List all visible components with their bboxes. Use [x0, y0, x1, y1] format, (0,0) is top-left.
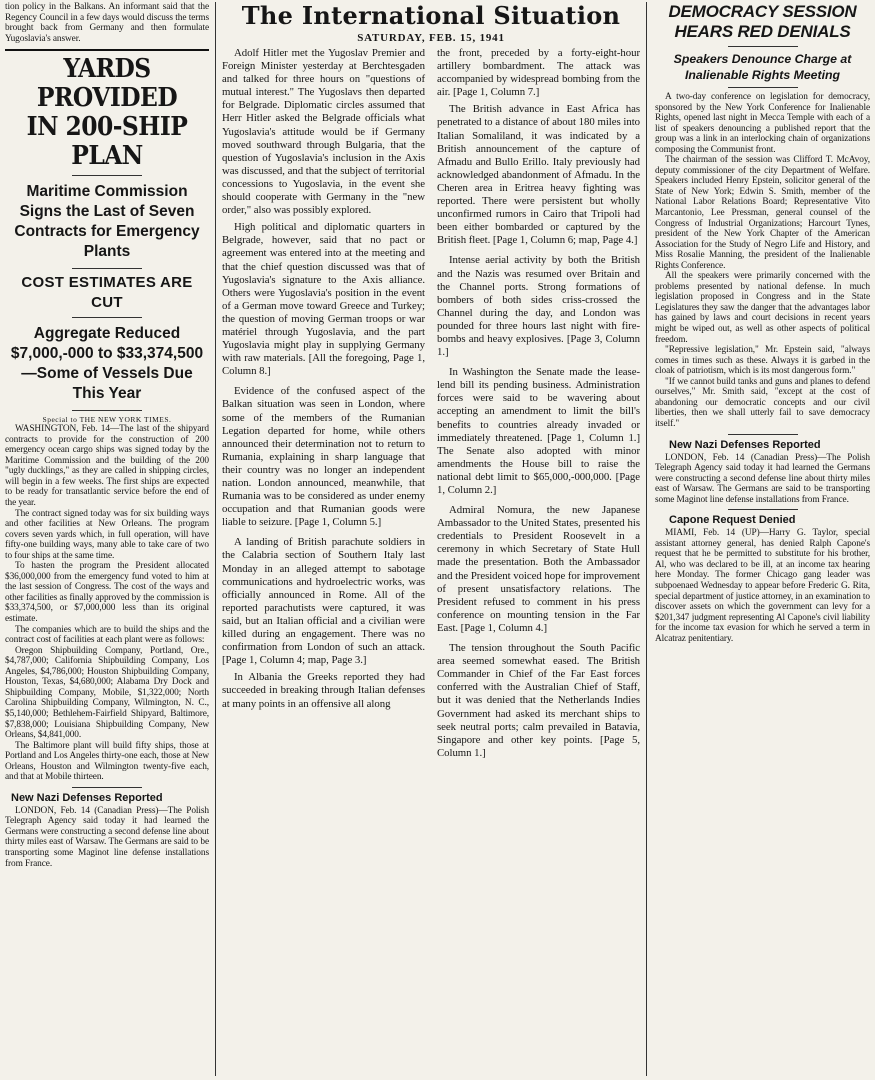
divider [728, 509, 798, 510]
divider [72, 175, 142, 176]
right-column [647, 2, 872, 1076]
divider [72, 317, 142, 318]
summary-paragraph: Evidence of the confused aspect of the Balkan situation was seen in London, where some of the members of the Rumanian Legation departed for home, while others announced their determination not to return to Rumania, explaining in sharp language that their country was no longer an independent nation. London announced, meanwhile, that Rumania was to be considered as under enemy occupation and that Rumanian goods were liable to seizure. [Page 1, Column 5.] [222, 385, 425, 529]
article-paragraph: "Repressive legislation," Mr. Epstein said, "always comes in times such as these. Always it is garbed in the cloak of patriotism, which is its most dangerous form." [655, 345, 870, 377]
article-paragraph: The chairman of the session was Clifford T. McAvoy, deputy commissioner of the city Department of Welfare. Speakers included Henry Epstein, solicitor general of the State of New York; Edwin S. Smith, member of the National Labor Relations Board; Representative Vito Marcantonio, Lee Pressman, general counsel of the Congress of Industrial Organizations; Harcourt Tynes, president of the New York Chapter of the American Association for the Study of Negro Life and History, and Miss Rosalie Manning, the president of the Inalienable Rights Conference. [655, 155, 870, 271]
yards-deck: Maritime Commission Signs the Last of Seven Contracts for Emergency Plants [14, 183, 200, 261]
divider [728, 46, 798, 47]
democracy-headline-line2: HEARS RED DENIALS [674, 22, 851, 41]
summary-paragraph: High political and diplomatic quarters in Belgrade, however, said that no pact or agreement was entered into at the meeting and that the chief question discussed was that of Yugoslavia's signature to the Axis alliance. Others were Yugoslavia's position in the event of a German move toward Greece and Turkey; the question of moving German troops or war matériel through Yugoslavia, and the part Yugoslavia might play in supplying Germany with raw materials. [All the foregoing, Page 1, Column 8.] [222, 221, 425, 378]
divider [728, 87, 798, 88]
summary-paragraph: Adolf Hitler met the Yugoslav Premier and Foreign Minister yesterday at Berchtesgaden and talked for three hours on "questions of mutual interest." The Yugoslavs then departed for Belgrade. Diplomatic circles assumed that Herr Hitler asked the Belgrade officials what Yugoslavia's attitude would be if Germany moved southward through Bulgaria, that the question of Yugoslavia's inclusion in the Axis was discussed, and that the subject of territorial concessions to Yugoslavia, in the event she should cooperate with Germany in the "new order," also was possibly explored. [222, 47, 425, 217]
yards-headline [15, 55, 199, 171]
article-paragraph: All the speakers were primarily concerned with the problems presented by national defense. In much legislation proposed in Congress and in the State Legislatures they saw the danger that the advantages labor has gained by laws and court decisions in recent years might be wiped out, as well as other aspects of political freedom. [655, 271, 870, 345]
dateline: SATURDAY, FEB. 15, 1941 [357, 32, 505, 44]
nazi-defenses-text: LONDON, Feb. 14 (Canadian Press)—The Polish Telegraph Agency said today it had learned the Germans were constructing a second defense line about thirty miles east of Warsaw. The Germans are said to be transporting some Maginot line defense installations from France. [655, 452, 870, 505]
divider [728, 434, 798, 435]
nazi-defenses-subhead: New Nazi Defenses Reported [11, 791, 163, 804]
aggregate-deck: Aggregate Reduced $7,000,-000 to $33,374,500—Some of Vessels Due This Year [10, 325, 204, 403]
middle-column [216, 2, 646, 1076]
cost-estimates-subhead: COST ESTIMATES ARE CUT [21, 274, 193, 312]
article-paragraph: To hasten the program the President allocated $36,000,000 from the emergency fund voted to him at the last session of Congress. The cost of the ways and other facilities as finally approved by the commission is $33,374,500, or $7,000,000 less than its original estimate. [5, 561, 209, 625]
summary-paragraph: The British advance in East Africa has penetrated to a distance of about 180 miles into Italian Somaliland, it was indicated by a British announcement of the capture of Afmadu and Bullo Erillo. Italy previously had acknowledged abandonment of Afmadu. In the Cheren area in Eritrea heavy fighting was reported. There were persistent but wholly unconfirmed rumors in Cairo that Tripoli had been either bombarded or captured by the British fleet. [Page 1, Column 6; map, Page 4.] [437, 103, 640, 247]
divider [72, 268, 142, 269]
nazi-defenses-subhead: New Nazi Defenses Reported [669, 438, 821, 451]
article-paragraph: A two-day conference on legislation for democracy, sponsored by the New York Conference for Inalienable Rights, opened last night in Mecca Temple with each of a list of speakers denouncing a published report that the group was a link in an interlocking chain of organizations composing the Communist front. [655, 92, 870, 155]
article-paragraph: Oregon Shipbuilding Company, Portland, Ore., $4,787,000; California Shipbuilding Company, Los Angeles, $4,786,000; Houston Shipbuilding Company, Houston, Texas, $4,680,000; Alabama Dry Dock and Shipbuilding Company, Mobile, $1,322,000; North Carolina Shipbuilding Company, Wilmington, N. C., $5,140,000; Bethlehem-Fairfield Shipyard, Baltimore, $7,838,000; Louisiana Shipbuilding Company, New Orleans, $4,841,000. [5, 645, 209, 741]
democracy-deck: Speakers Denounce Charge at Inalienable Rights Meeting [673, 52, 852, 82]
article-paragraph: WASHINGTON, Feb. 14—The last of the shipyard contracts to provide for the construction of 200 emergency ocean cargo ships was signed today by the Maritime Commission and the building of the 200 "ugly ducklings," as they are called in shipping circles, will begin in a few weeks. The first ships are expected to be ready for transatlantic service before the end of the year. [5, 424, 209, 509]
summary-paragraph: A landing of British parachute soldiers in the Calabria section of Southern Italy last Monday in an alleged attempt to sabotage communications and hydroelectric works, was officially announced in Rome. All of the reported parachutists were captured, it was said, but an Italian official and a civilian were killed during an engagement. There was no confirmation from London of such an attack. [Page 1, Column 4; map, Page 3.] [222, 536, 425, 667]
democracy-headline-line1: DEMOCRACY SESSION [668, 2, 857, 21]
summary-paragraph: The tension throughout the South Pacific area seemed somewhat eased. The British Commander in Chief of the Far East forces conferred with the Australian Chief of Staff, but it was denied that the Netherlands Indies Government had asked its merchant ships to seek neutral ports; calm prevailed in Batavia, Singapore and other key points. [Page 5, Column 1.] [437, 642, 640, 759]
section-title: The International Situation [241, 2, 621, 30]
article-paragraph: The Baltimore plant will build fifty ships, those at Portland and Los Angeles thirty-one each, those at New Orleans, Houston and Wilmington twenty-five each, and that at Mobile thirteen. [5, 740, 209, 783]
summary-subcolumn-a [222, 47, 431, 1076]
summary-paragraph: the front, preceded by a forty-eight-hour artillery bombardment. The attack was accompanied by widespread bombing from the air. [Page 1, Column 7.] [437, 47, 640, 99]
balkan-fragment: tion policy in the Balkans. An informant said that the Regency Council in a few days would discuss the terms brought back from Germany and then formulate Yugoslavia's answer. [5, 2, 209, 44]
left-column [3, 2, 215, 1076]
capone-text: MIAMI, Feb. 14 (UP)—Harry G. Taylor, special assistant attorney general, has denied Ralph Capone's request that he be permitted to substitute for his brother, Al, who was declared to be ill, at an income tax hearing here Monday. The former Chicago gang leader was subpoenaed Wednesday to appear before Frederic G. Rita, special department of justice attorney, in an examination to discover assets on which the government can levy for a $201,347 judgment representing Al Capone's civil liability for the income tax evasion for which he served a term in Alcatraz penitentiary. [655, 528, 870, 644]
divider [5, 49, 209, 51]
article-paragraph: "If we cannot build tanks and guns and planes to defend ourselves," Mr. Smith said, "except at the cost of abandoning our democratic concepts and our civil liberties, then we shall utterly fail to save democracy itself." [655, 376, 870, 429]
nazi-defenses-text: LONDON, Feb. 14 (Canadian Press)—The Polish Telegraph Agency said today it had learned the Germans were constructing a second defense line about thirty miles east of Warsaw. The Germans are said to be transporting some Maginot line defense installations from France. [5, 805, 209, 869]
article-paragraph: The contract signed today was for six building ways and other facilities at New Orleans. The program covers seven yards which, in full operation, will have fifty-one building ways, many able to take care of two to four ships at the same time. [5, 508, 209, 561]
capone-subhead: Capone Request Denied [669, 514, 796, 527]
yards-headline-line2: IN 200-SHIP PLAN [26, 112, 188, 172]
yards-headline-line1: YARDS PROVIDED [36, 54, 178, 114]
divider [72, 410, 142, 411]
special-credit: Special to THE NEW YORK TIMES. [42, 415, 172, 425]
divider [72, 787, 142, 788]
article-paragraph: The companies which are to build the ships and the contract cost of facilities at each plant were as follows: [5, 624, 209, 646]
summary-paragraph: In Washington the Senate made the lease-lend bill its pending business. Administration forces were said to be wavering about accepting an amendment to limit the bill's benefits to countries already invaded or immediately threatened. [Page 1, Column 1.] The Senate also adopted with minor amendments the House bill to raise the national debt limit to $65,000,-000,000. [Page 1, Column 2.] [437, 366, 640, 496]
summary-paragraph: Intense aerial activity by both the British and the Nazis was resumed over Britain and the Channel ports. Strong formations of bombers of both sides criss-crossed the Channel during the day, and London was pounded for three hours last night with fire-bombs and heavy explosives. [Page 3, Column 1.] [437, 254, 640, 359]
summary-paragraph: Admiral Nomura, the new Japanese Ambassador to the United States, presented his credentials to President Roosevelt in a ceremony in which Secretary of State Hull made the presentation. Both the Ambassador and the President voiced hope for improvement of present unsatisfactory relations. The President refused to comment in his press conference on mounting tension in the Far East. [Page 1, Column 4.] [437, 504, 640, 634]
summary-columns [222, 47, 640, 1076]
summary-subcolumn-b [431, 47, 640, 1076]
democracy-headline [655, 2, 870, 42]
summary-paragraph: In Albania the Greeks reported they had succeeded in breaking through Italian defenses at many points in an offensive all along [222, 671, 425, 710]
